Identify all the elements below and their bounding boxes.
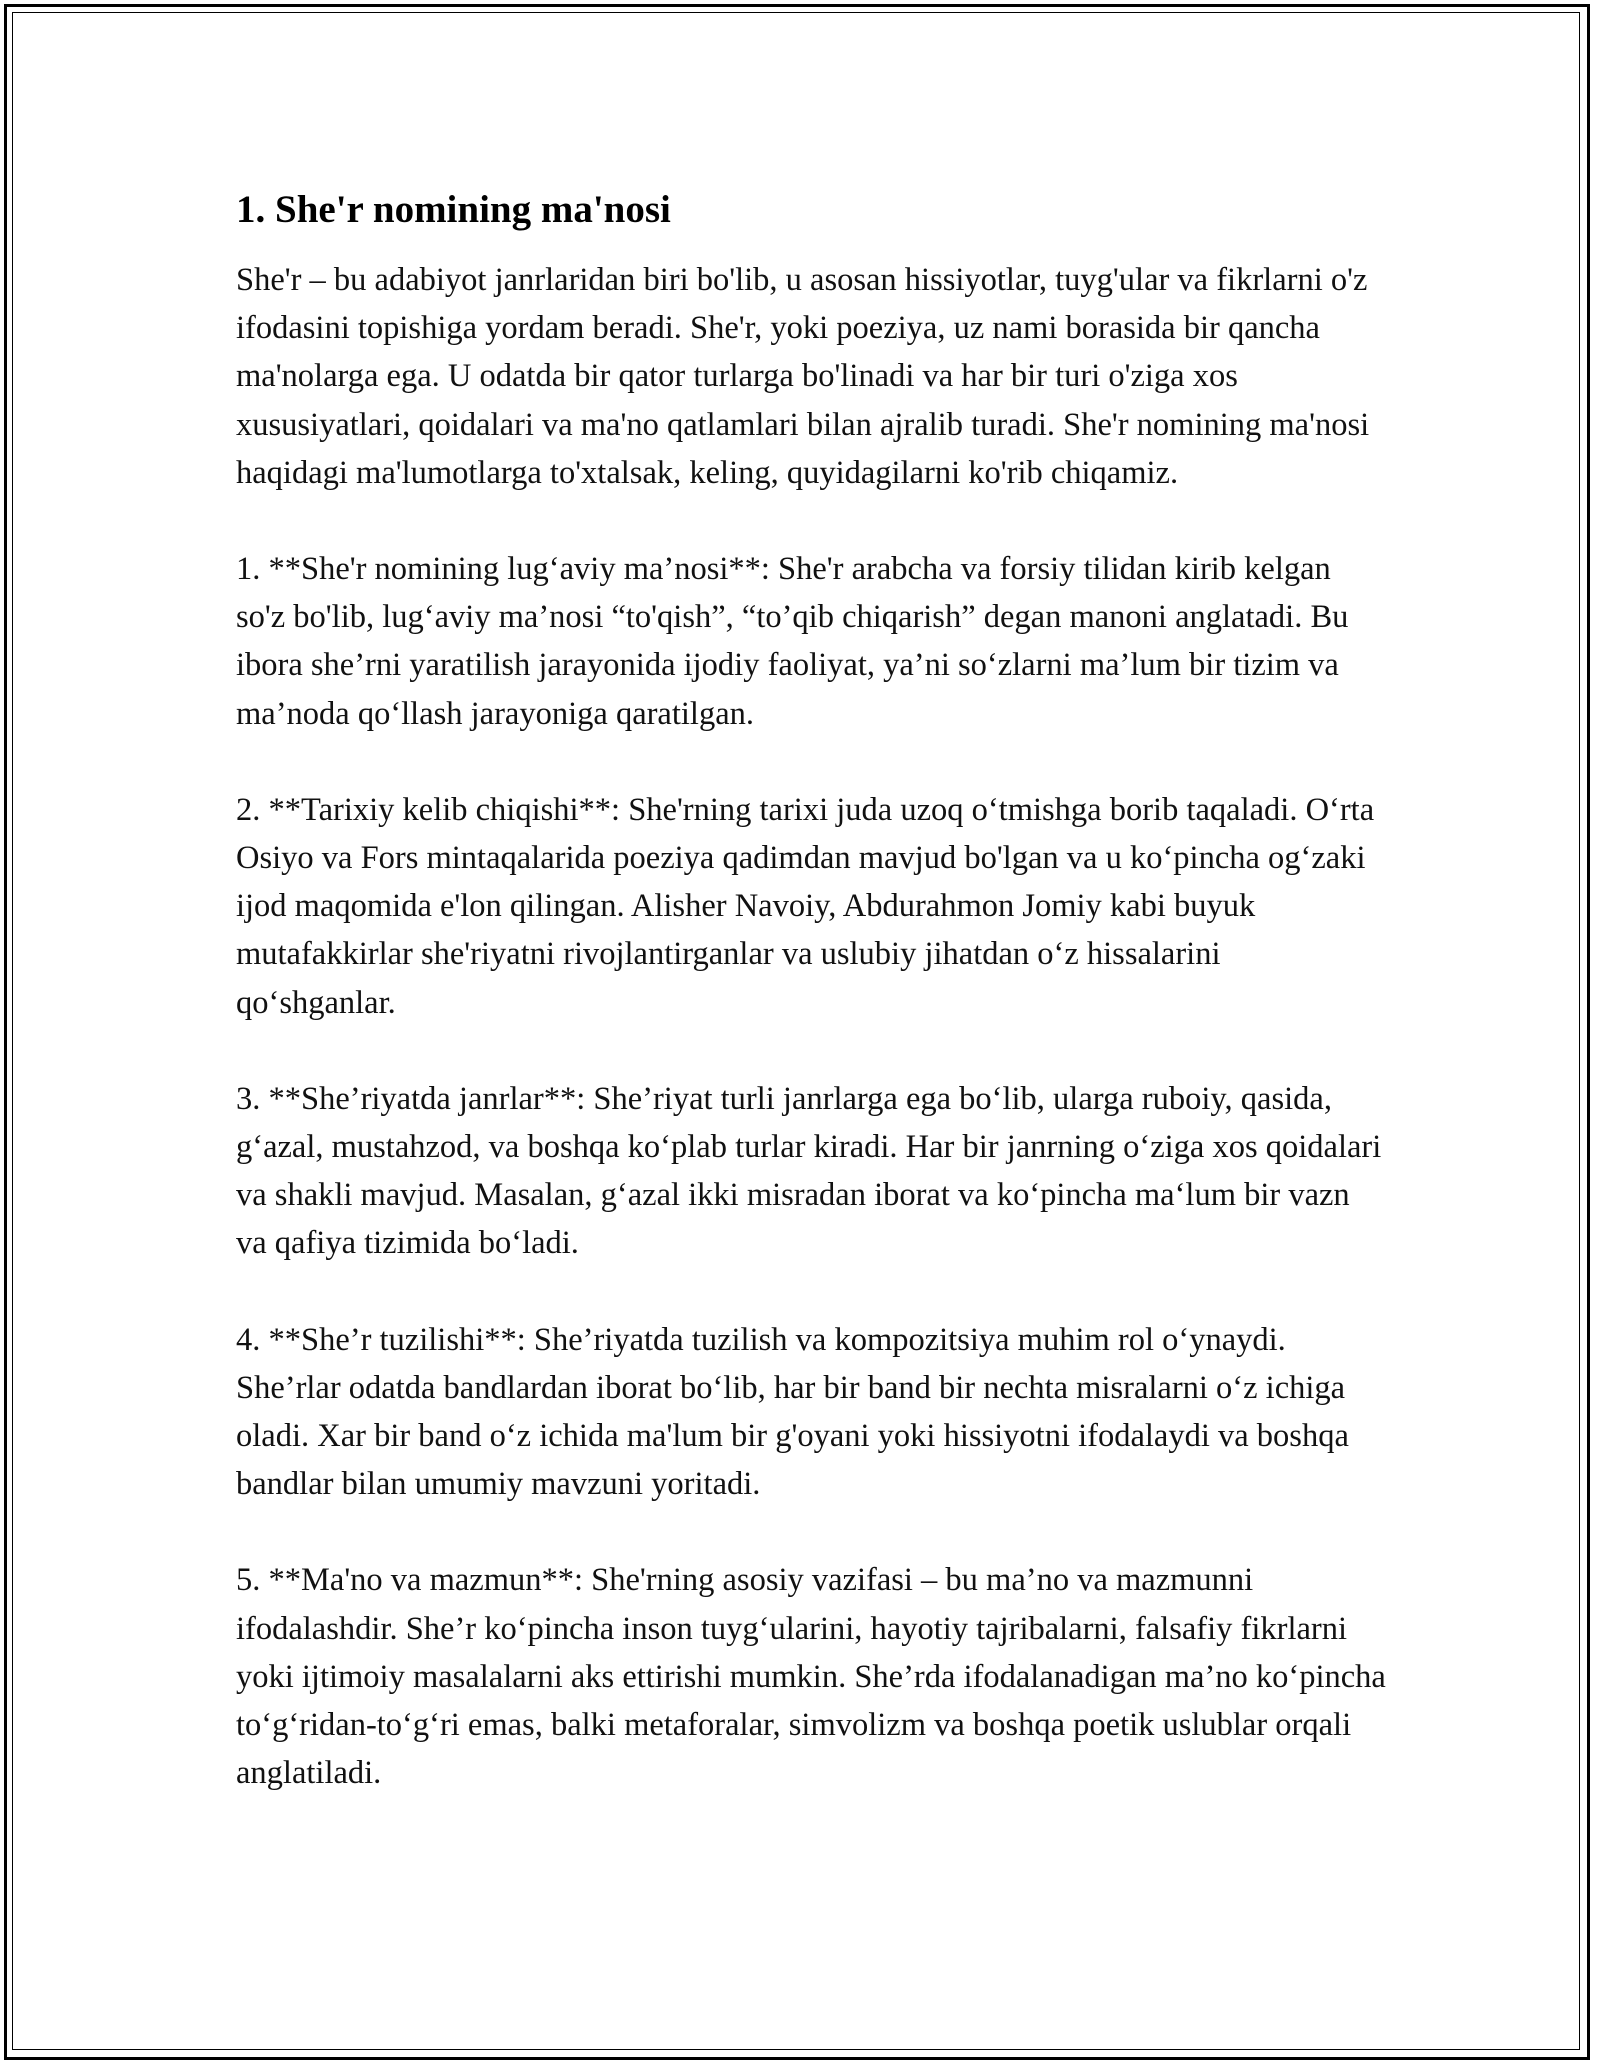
paragraph-historical-origin: 2. **Tarixiy kelib chiqishi**: She'rning tarixi juda uzoq o‘tmishga borib taqaladi. O‘rta Osiyo va Fors mintaqalarida poeziya qadimdan mavjud bo'lgan va u ko‘pincha og‘zaki ijod maqomida e'lon qilingan. Alisher Navoiy, Abdurahmon Jomiy kabi buyuk mutafakkirlar she'riyatni rivojlantirganlar va uslubiy jihatdan o‘z hissalarini qo‘shganlar.: [236, 791, 1375, 1021]
document-body: [236, 186, 1386, 1797]
paragraph-lexical-meaning: 1. **She'r nomining lug‘aviy ma’nosi**: She'r arabcha va forsiy tilidan kirib kelgan so'z bo'lib, lug‘aviy ma’nosi “to'qish”, “to’qib chiqarish” degan manoni anglatadi. Bu ibora she’rni yaratilish jarayonida ijodiy faoliyat, ya’ni so‘zlarni ma’lum bir tizim va ma’noda qo‘llash jarayoniga qaratilgan.: [236, 551, 1349, 732]
paragraph-genres: 3. **She’riyatda janrlar**: She’riyat turli janrlarga ega bo‘lib, ularga ruboiy, qasida, g‘azal, mustahzod, va boshqa ko‘plab turlar kiradi. Har bir janrning o‘ziga xos qoidalari va shakli mavjud. Masalan, g‘azal ikki misradan iborat va ko‘pincha ma‘lum bir vazn va qafiya tizimida bo‘ladi.: [236, 1080, 1382, 1262]
paragraph-structure: 4. **She’r tuzilishi**: She’riyatda tuzilish va kompozitsiya muhim rol o‘ynaydi. She’rlar odatda bandlardan iborat bo‘lib, har bir band bir nechta misralarni o‘z ichiga oladi. Xar bir band o‘z ichida ma'lum bir g'oyani yoki hissiyotni ifodalaydi va boshqa bandlar bilan umumiy mavzuni yoritadi.: [236, 1321, 1349, 1503]
paragraph-meaning-content: 5. **Ma'no va mazmun**: She'rning asosiy vazifasi – bu ma’no va mazmunni ifodalashdir. She’r ko‘pincha inson tuyg‘ularini, hayotiy tajribalarni, falsafiy fikrlarni yoki ijtimoiy masalalarni aks ettirishi mumkin. She’rda ifodalanadigan ma’no ko‘pincha to‘g‘ridan-to‘g‘ri emas, balki metaforalar, simvolizm va boshqa poetik uslublar orqali anglatiladi.: [236, 1562, 1386, 1792]
intro-paragraph: She'r – bu adabiyot janrlaridan biri bo'lib, u asosan hissiyotlar, tuyg'ular va fikrlarni o'z ifodasini topishiga yordam beradi. She'r, yoki poeziya, uz nami borasida bir qancha ma'nolarga ega. U odatda bir qator turlarga bo'linadi va har bir turi o'ziga xos xususiyatlari, qoidalari va ma'no qatlamlari bilan ajralib turadi. She'r nomining ma'nosi haqidagi ma'lumotlarga to'xtalsak, keling, quyidagilarni ko'rib chiqamiz.: [236, 262, 1370, 491]
section-heading: 1. She'r nomining ma'nosi: [236, 188, 671, 231]
